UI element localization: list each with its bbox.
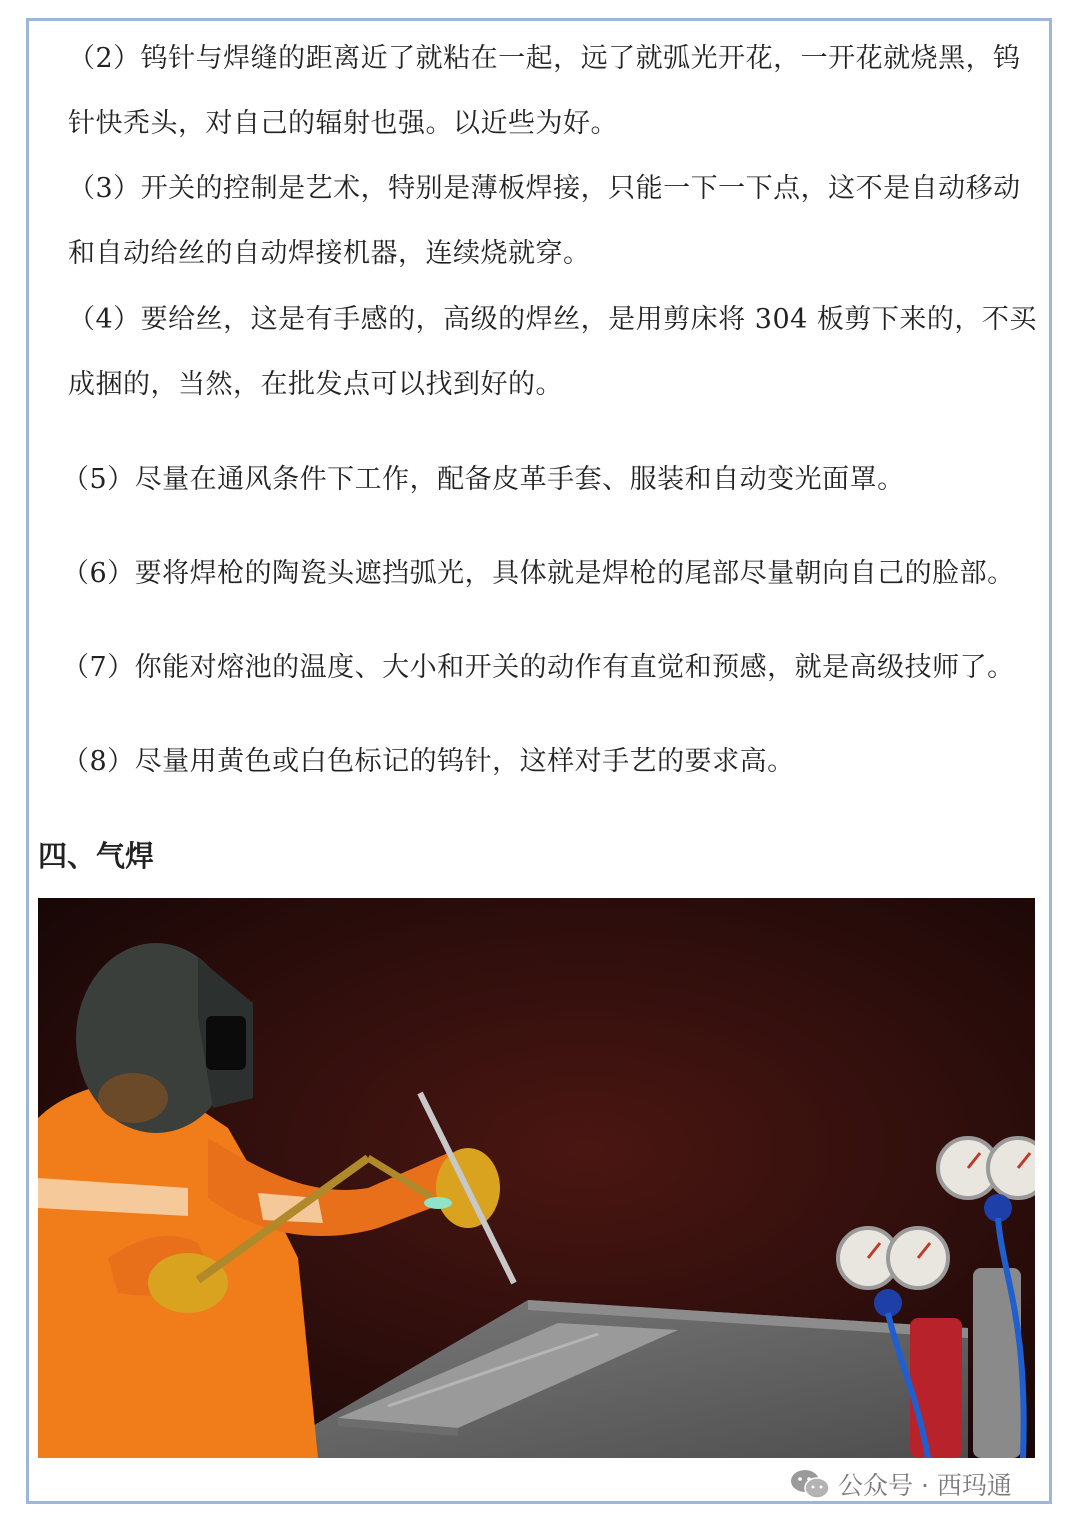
list-item: （5）尽量在通风条件下工作，配备皮革手套、服装和自动变光面罩。 xyxy=(62,464,905,495)
account-label: 公众号 · 西玛通 xyxy=(838,1471,1012,1500)
list-item: （3）开关的控制是艺术，特别是薄板焊接，只能一下一下点，这不是自动移动和自动给丝的自动焊接机器，连续烧就穿。 xyxy=(68,173,1021,269)
list-item: （8）尽量用黄色或白色标记的钨针，这样对手艺的要求高。 xyxy=(62,746,795,777)
list-item: （7）你能对熔池的温度、大小和开关的动作有直觉和预感，就是高级技师了。 xyxy=(62,652,1015,683)
list-item: （2）钨针与焊缝的距离近了就粘在一起，远了就弧光开花，一开花就烧黑，钨针快秃头，对自己的辐射也强。以近些为好。 xyxy=(68,43,1021,139)
list-item: （6）要将焊枪的陶瓷头遮挡弧光，具体就是焊枪的尾部尽量朝向自己的脸部。 xyxy=(62,558,1015,589)
list-item: （4）要给丝，这是有手感的，高级的焊丝，是用剪床将 304 板剪下来的，不买成捆的，当然，在批发点可以找到好的。 xyxy=(68,304,1037,400)
watermark-footer xyxy=(790,1466,1012,1502)
section-heading: 四、气焊 xyxy=(38,839,155,873)
wechat-icon xyxy=(790,1468,830,1500)
gas-welding-illustration xyxy=(38,898,1035,1458)
